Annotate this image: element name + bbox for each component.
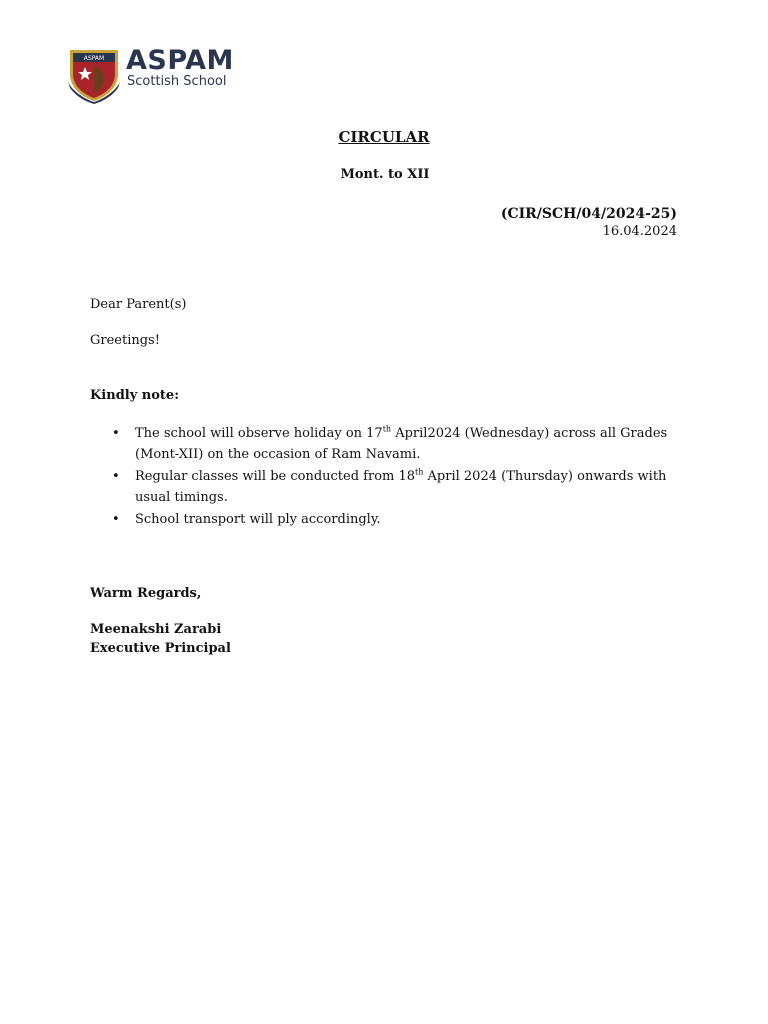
circular-date: 16.04.2024 (602, 224, 677, 239)
notice-point: • The school will observe holiday on 17th April2024 (Wednesday) across all Grades (Mont-XII) on the occasion of Ram Navami. (90, 423, 680, 465)
school-crest-icon (64, 44, 124, 104)
closing: Warm Regards, (90, 586, 202, 601)
crest-banner-text: ASPAM (83, 55, 105, 62)
school-logo (64, 44, 244, 104)
signatory-name: Meenakshi Zarabi (90, 622, 222, 637)
circular-audience: Mont. to XII (340, 167, 430, 182)
salutation: Dear Parent(s) (90, 297, 187, 312)
greeting: Greetings! (90, 333, 160, 348)
logo-name: ASPAM (126, 45, 234, 76)
notice-point: • School transport will ply accordingly. (90, 509, 680, 530)
circular-reference: (CIR/SCH/04/2024-25) (500, 206, 677, 222)
note-heading: Kindly note: (90, 388, 179, 403)
logo-subtitle: Scottish School (127, 74, 227, 89)
notice-points (90, 423, 680, 531)
notice-point: • Regular classes will be conducted from 18th April 2024 (Thursday) onwards with usual timings. (90, 466, 680, 508)
circular-title: CIRCULAR (338, 128, 430, 146)
signatory-designation: Executive Principal (90, 641, 231, 656)
